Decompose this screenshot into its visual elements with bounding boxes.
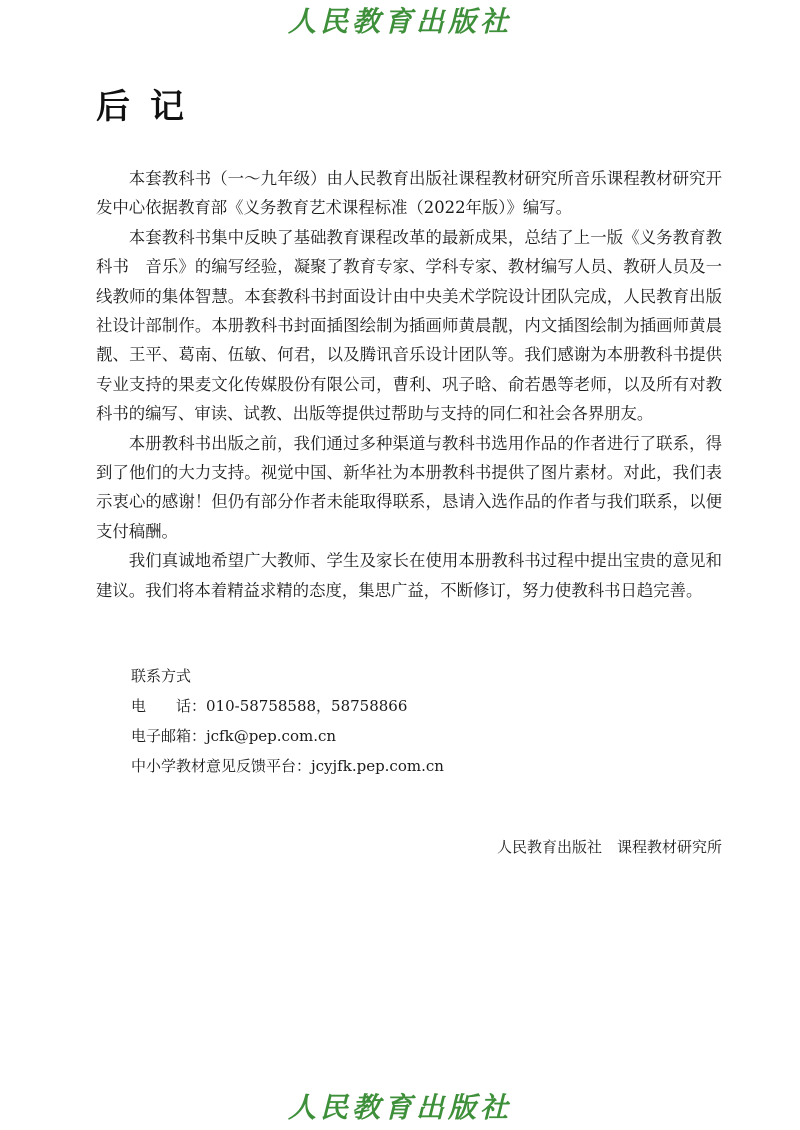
publisher-logo-bottom: 人民教育出版社 [287, 1091, 512, 1124]
signature: 人民教育出版社 课程教材研究所 [496, 838, 722, 856]
publisher-logo-top: 人民教育出版社 [287, 5, 512, 38]
contact-heading: 联系方式 [131, 667, 192, 685]
paragraph-1: 本套教科书（一～九年级）由人民教育出版社课程教材研究所音乐课程教材研究开发中心依据教育部《义务教育艺术课程标准（2022年版）》编写。 [96, 169, 722, 218]
paragraph-2: 本套教科书集中反映了基础教育课程改革的最新成果，总结了上一版《义务教育教科书 音乐》的编写经验，凝聚了教育专家、学科专家、教材编写人员、教研人员及一线教师的集体智慧。本套教科书封面设计由中央美术学院设计团队完成，人民教育出版社设计部制作。本册教科书封面插图绘制为插画师黄晨靓，内文插图绘制为插画师黄晨靓、王平、葛南、伍敏、何君，以及腾讯音乐设计团队等。我们感谢为本册教科书提供专业支持的果麦文化传媒股份有限公司，曹利、巩子晗、俞若愚等老师，以及所有对教科书的编写、审读、试教、出版等提供过帮助与支持的同仁和社会各界朋友。 [96, 227, 722, 424]
contact-block [131, 661, 444, 781]
page-title: 后记 [96, 87, 204, 127]
paragraph-4: 我们真诚地希望广大教师、学生及家长在使用本册教科书过程中提出宝贵的意见和建议。我们将本着精益求精的态度，集思广益，不断修订，努力使教科书日趋完善。 [96, 551, 722, 600]
body-text [96, 164, 722, 605]
paragraph-3: 本册教科书出版之前，我们通过多种渠道与教科书选用作品的作者进行了联系，得到了他们的大力支持。视觉中国、新华社为本册教科书提供了图片素材。对此，我们表示衷心的感谢！但仍有部分作者未能取得联系，恳请入选作品的作者与我们联系，以便支付稿酬。 [96, 433, 722, 541]
contact-phone: 电 话：010-58758588，58758866 [131, 697, 408, 715]
contact-email: 电子邮箱：jcfk@pep.com.cn [131, 727, 337, 745]
contact-feedback: 中小学教材意见反馈平台：jcyjfk.pep.com.cn [131, 757, 444, 775]
